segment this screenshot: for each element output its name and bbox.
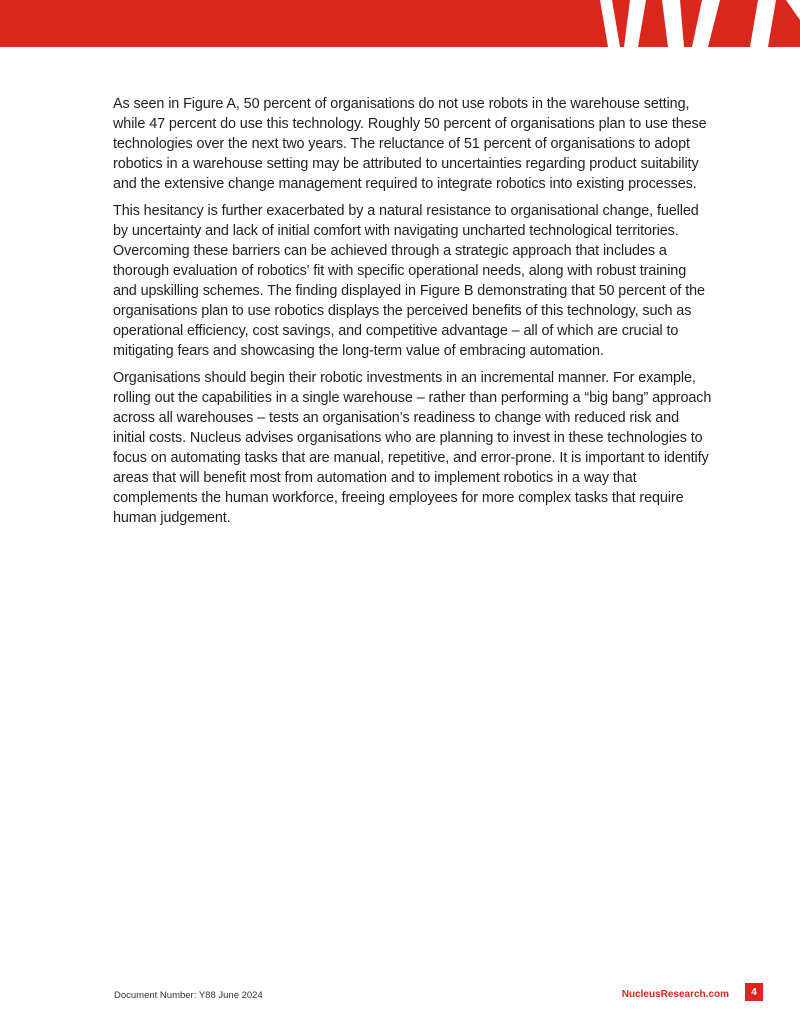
website-link[interactable]: NucleusResearch.com <box>621 989 729 1000</box>
paragraph-3: Organisations should begin their robotic investments in an incremental manner. For example, rolling out the capabilities in a single warehouse – rather than performing a “big bang” approach across all warehouses – tests an organisation’s readiness to change with reduced risk and initial costs. Nucleus advises organisations who are planning to invest in these technologies to focus on automating tasks that are manual, repetitive, and error-prone. It is important to identify areas that will benefit most from automation and to implement robotics in a way that complements the human workforce, freeing employees for more complex tasks that require human judgement. <box>113 370 712 526</box>
document-number: Document Number: Y88 June 2024 <box>114 990 263 1001</box>
paragraph-1: As seen in Figure A, 50 percent of organisations do not use robots in the warehouse setting, while 47 percent do use this technology. Roughly 50 percent of organisations plan to use these technologies over the next two years. The reluctance of 51 percent of organisations to adopt robotics in a warehouse setting may be attributed to uncertainties regarding product suitability and the extensive change management required to integrate robotics into existing processes. <box>113 96 707 192</box>
header-stripes-graphic <box>590 0 800 47</box>
paragraph-2: This hesitancy is further exacerbated by a natural resistance to organisational change, fuelled by uncertainty and lack of initial comfort with navigating uncharted technological territories. Overcoming these barriers can be achieved through a strategic approach that includes a thorough evaluation of robotics' fit with specific operational needs, along with robust training and upskilling schemes. The finding displayed in Figure B demonstrating that 50 percent of the organisations plan to use robotics displays the perceived benefits of this technology, such as operational efficiency, cost savings, and competitive advantage – all of which are crucial to mitigating fears and showcasing the long-term value of embracing automation. <box>113 203 705 359</box>
page-number-badge: 4 <box>745 983 763 1001</box>
body-text <box>113 94 713 535</box>
